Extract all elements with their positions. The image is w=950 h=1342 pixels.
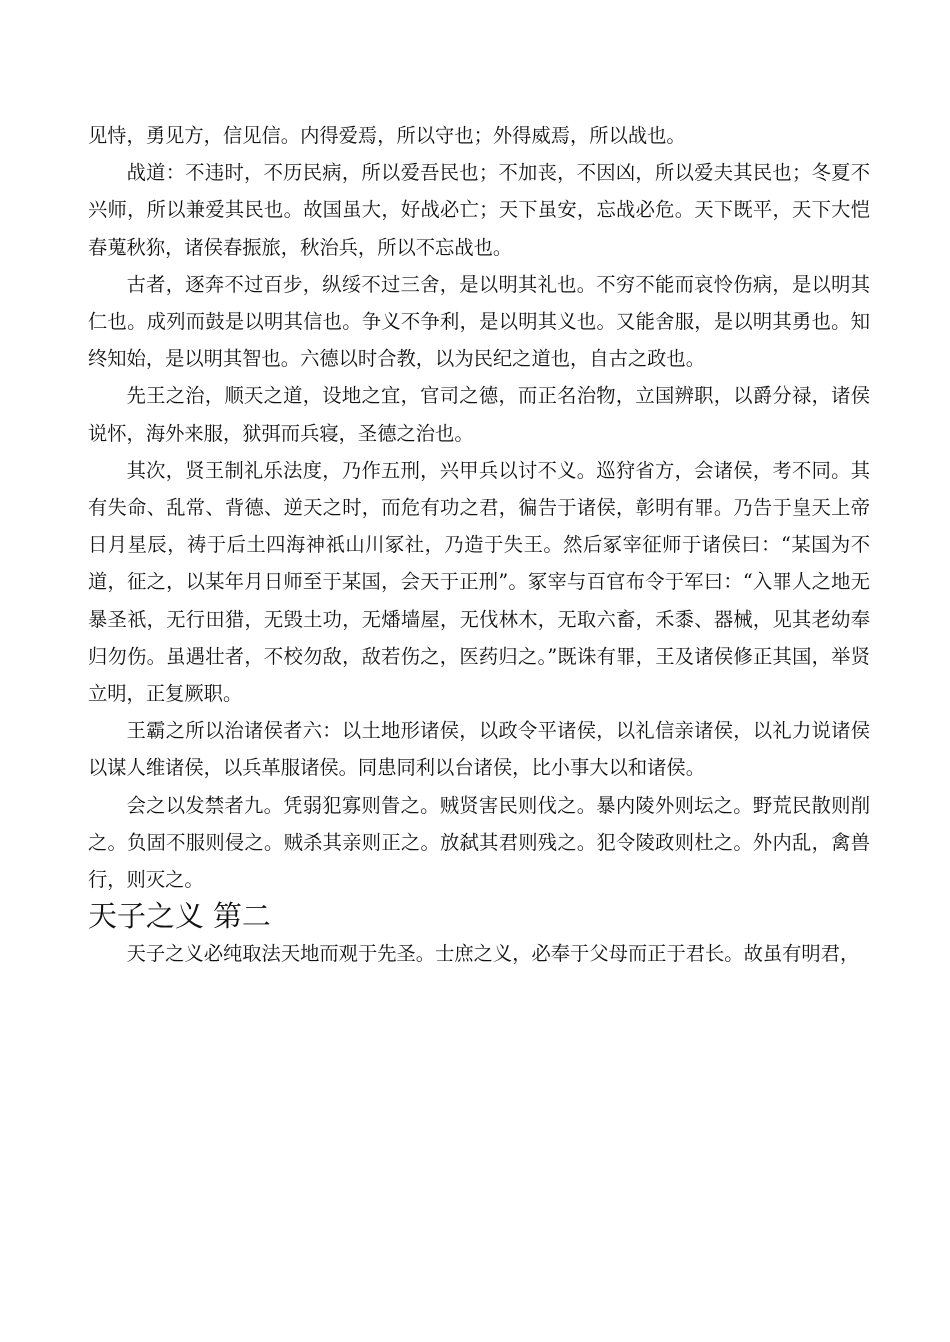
paragraph-qici: 其次，贤王制礼乐法度，乃作五刑，兴甲兵以讨不义。巡狩省方，会诸侯，考不同。其有失命、乱常、背德、逆天之时，而危有功之君，徧告于诸侯，彰明有罪。乃告于皇天上帝日月星辰，祷于后土四海神祇山川冢社，乃造于失王。然后冢宰征师于诸侯曰：“某国为不道，征之，以某年月日师至于某国，会天于正刑”。冢宰与百官布令于军曰：“入罪人之地无暴圣祇，无行田猎，无毁土功，无燔墙屋，无伐林木，无取六畜，禾黍、器械，见其老幼奉归勿伤。虽遇壮者，不校勿敌，敌若伤之，医药归之。”既诛有罪，王及诸侯修正其国，举贤立明，正复厥职。 [88, 458, 870, 706]
paragraph-guzhe: 古者，逐奔不过百步，纵绥不过三舍，是以明其礼也。不穷不能而哀怜伤病，是以明其仁也。成列而鼓是以明其信也。争义不争利，是以明其义也。又能舍服，是以明其勇也。知终知始，是以明其智也。六德以时合教，以为民纪之道也，自古之政也。 [88, 272, 870, 371]
paragraph-wangba: 王霸之所以治诸侯者六：以土地形诸侯，以政令平诸侯，以礼信亲诸侯，以礼力说诸侯以谋人维诸侯，以兵革服诸侯。同患同利以台诸侯，比小事大以和诸侯。 [88, 719, 870, 780]
document-body [88, 117, 870, 973]
paragraph-zhandao: 战道：不违时，不历民病，所以爱吾民也；不加丧，不因凶，所以爱夫其民也；冬夏不兴师，所以兼爱其民也。故国虽大，好战必亡；天下虽安，忘战必危。天下既平，天下大恺春蒐秋狝，诸侯春振旅，秋治兵，所以不忘战也。 [88, 161, 870, 259]
paragraph-continuation: 见恃，勇见方，信见信。内得爱焉，所以守也；外得威焉，所以战也。 [88, 124, 686, 147]
paragraph-huizhi: 会之以发禁者九。凭弱犯寡则眚之。贼贤害民则伐之。暴内陵外则坛之。野荒民散则削之。负固不服则侵之。贼杀其亲则正之。放弑其君则残之。犯令陵政则杜之。外内乱，禽兽行，则灭之。 [88, 793, 870, 892]
paragraph-tianzi: 天子之义必纯取法天地而观于先圣。士庶之义，必奉于父母而正于君长。故虽有明君， [126, 942, 860, 966]
paragraph-xianwang: 先王之治，顺天之道，设地之宜，官司之德，而正名治物，立国辨职，以爵分禄，诸侯说怀，海外来服，狱弭而兵寝，圣德之治也。 [88, 384, 870, 445]
chapter-title: 天子之义 第二 [88, 899, 271, 934]
